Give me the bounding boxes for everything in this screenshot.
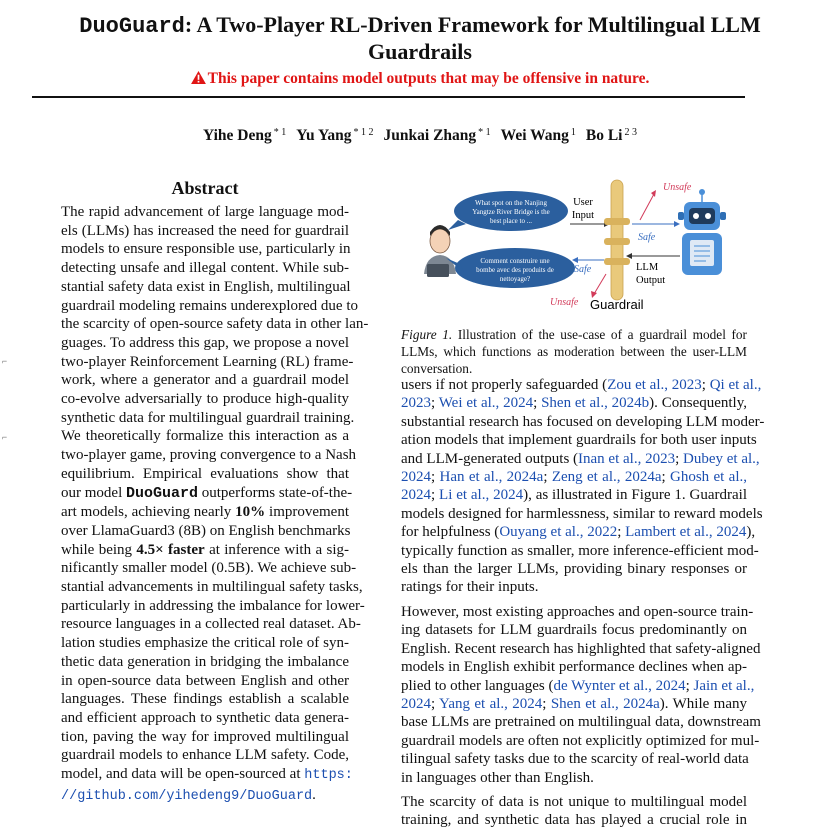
user-input-label: Input (571, 210, 595, 221)
repo-link[interactable]: https: (304, 768, 353, 784)
abstract-line (61, 541, 349, 560)
bubble2-line: Comment construire une (480, 257, 550, 265)
citation-link[interactable]: 2024 (401, 487, 431, 504)
body-text: ; (685, 677, 694, 694)
body-text: tilingual safety tasks due to the scarcity of real-world data (401, 751, 749, 768)
body-line (401, 603, 754, 621)
bubble2-line: nettoyage? (499, 275, 531, 283)
abstract-line: over LlamaGuard3 (8B) on English benchmarks (61, 522, 351, 539)
figure-caption (401, 326, 747, 377)
citation-link[interactable]: Li et al., 2024 (439, 487, 524, 504)
body-text: for helpfulness ( (401, 524, 500, 541)
citation-link[interactable]: de Wynter et al., 2024 (553, 677, 686, 694)
abstract-line: tion, paving the way for improved multilingual (61, 728, 349, 745)
citation-link[interactable]: 2024 (401, 469, 431, 486)
body-line (401, 578, 747, 596)
abstract-line: synthetic data for multilingual guardrail training. (61, 409, 355, 426)
body-text: The scarcity of data is not unique to multilingual model (401, 793, 747, 810)
abstract-line: resource languages in a collected real dataset. Ab- (61, 616, 361, 633)
body-text: ; (431, 395, 439, 412)
abstract-line: We theoretically formalize this interaction as a (61, 428, 349, 445)
body-text: plied to other languages ( (401, 677, 554, 694)
content-warning (40, 70, 800, 88)
abstract-line: lation studies emphasize the critical role of syn- (61, 635, 349, 652)
body-text: ; (701, 377, 710, 393)
abstract-line (61, 484, 353, 504)
body-line (401, 560, 747, 578)
body-text: ; (675, 450, 684, 467)
user-input-label: User (573, 197, 593, 208)
abstract-line: stantial safety data exist in English, multilingual (61, 278, 351, 295)
body-text: However, most existing approaches and open-source train- (401, 603, 754, 620)
abstract-line: nificantly smaller model (0.5B). We achieve sub- (61, 560, 357, 577)
abstract-text: improvement (265, 504, 350, 521)
margin-mark: ⌐ (2, 432, 8, 442)
body-text: ; (533, 395, 542, 412)
title-model-name: DuoGuard (79, 14, 185, 39)
body-line (401, 677, 755, 695)
abstract-line: thetic data generation in bridging the imbalance (61, 653, 349, 670)
bubble1-line: What spot on the Nanjing (475, 199, 547, 207)
body-line (401, 450, 760, 468)
body-paragraph (401, 603, 761, 787)
abstract-line: two-player game, proving convergence to a Nash (61, 447, 357, 464)
body-text: ation models that implement guardrails for both user inputs (401, 432, 757, 449)
abstract-line (61, 765, 353, 786)
improvement-value: 10% (235, 504, 266, 521)
author-name: Bo Li (585, 127, 623, 144)
guardrail-pole-icon (604, 180, 630, 300)
author-list (40, 127, 800, 145)
model-name-inline: DuoGuard (126, 484, 199, 502)
body-line (401, 468, 747, 486)
abstract-line: co-evolve adversarially to produce high-quality (61, 391, 349, 408)
title-rule (32, 96, 745, 98)
body-line (401, 769, 747, 787)
abstract-line: the scarcity of open-source safety data in other lan- (61, 316, 369, 333)
body-line (401, 486, 747, 504)
body-text: base LLMs are pretrained on multilingual data, downstream (401, 714, 761, 731)
citation-link[interactable]: Shen et al., 2024a (550, 695, 660, 712)
body-line (401, 505, 763, 523)
title-rest-line1: : A Two-Player RL-Driven Framework for Multilingual LLM (184, 12, 761, 37)
paper-title (40, 12, 800, 64)
citation-link[interactable]: Lambert et al., 2024 (625, 524, 747, 541)
body-line (401, 523, 756, 541)
abstract-line: equilibrium. Empirical evaluations show that (61, 465, 349, 482)
llm-output-label: LLM (636, 262, 659, 273)
body-text: ). While many (659, 695, 748, 712)
abstract-line: els (LLMs) has increased the need for guardrail (61, 222, 349, 239)
title-line2: Guardrails (368, 39, 472, 64)
body-line (401, 431, 757, 449)
author-affiliation: * 1 (478, 127, 491, 138)
body-text: ; (431, 695, 439, 712)
abstract-line: languages. These findings establish a scalable (61, 691, 349, 708)
author-name: Yu Yang (296, 127, 352, 144)
author (384, 127, 491, 144)
abstract-line: stantial advancements in multilingual safety tasks, (61, 579, 363, 596)
body-text: ; (543, 469, 552, 486)
safe-label-right: Safe (638, 232, 656, 243)
user-prompt-bubble-french (446, 248, 575, 288)
body-text: ), as illustrated in Figure 1. Guardrail (523, 487, 748, 504)
abstract-line: detecting unsafe and illegal content. While sub- (61, 260, 349, 277)
abstract-text: art models, achieving nearly (61, 504, 236, 521)
caption-text: Illustration of the use-case of a guardrail model for LLMs, which functions as moderation between the user-LLM conversation. (401, 327, 747, 376)
body-line (401, 793, 747, 811)
body-line (401, 695, 747, 713)
abstract-line (61, 786, 349, 807)
body-text: English. Recent research has highlighted that safety-aligned (401, 640, 761, 657)
body-line (401, 732, 760, 750)
bubble1-line: Yangtze River Bridge is the (472, 208, 550, 216)
body-paragraph (401, 376, 765, 597)
abstract-text: while being (61, 541, 137, 558)
citation-link[interactable]: Zeng et al., 2024a (551, 469, 662, 486)
citation-link[interactable]: Jain et al., (693, 677, 755, 694)
abstract-line: in open-source data between English and other (61, 672, 349, 689)
citation-link[interactable]: Shen et al., 2024b (541, 395, 650, 412)
abstract-line (61, 503, 349, 522)
llm-robot-icon (678, 189, 726, 275)
author-affiliation: * 1 2 (353, 127, 374, 138)
body-line (401, 658, 747, 676)
author (501, 127, 576, 144)
abstract-heading: Abstract (171, 178, 239, 198)
speed-value: 4.5× faster (136, 541, 205, 558)
abstract-text: our model (61, 484, 126, 501)
body-line (401, 811, 747, 829)
body-line (401, 621, 747, 639)
bubble2-line: bombe avec des produits de (476, 266, 554, 274)
body-text: ), (746, 524, 756, 541)
margin-mark: ⌐ (2, 356, 8, 366)
user-prompt-bubble-english (448, 191, 568, 231)
caption-lead: Figure 1. (401, 327, 453, 342)
repo-link[interactable]: //github.com/yihedeng9/DuoGuard (61, 788, 313, 804)
body-text: substantial research has focused on developing LLM moder- (401, 413, 765, 430)
warning-icon (191, 71, 206, 84)
body-paragraph (401, 793, 747, 830)
author-name: Wei Wang (500, 127, 569, 144)
body-text: and LLM-generated outputs ( (401, 450, 579, 467)
citation-link[interactable]: Dubey et al., (683, 450, 760, 467)
body-text: training, and synthetic data has played a crucial role in (401, 812, 747, 829)
unsafe-label-top: Unsafe (663, 182, 692, 193)
body-text: typically function as smaller, more inference-efficient mod- (401, 542, 759, 559)
user-avatar-icon (424, 225, 456, 277)
body-line (401, 542, 759, 560)
body-text (401, 376, 765, 830)
body-text: ; (617, 524, 626, 541)
body-text: els than the larger LLMs, providing binary responses or (401, 561, 747, 578)
figure-guardrail-diagram (418, 178, 748, 318)
abstract-line: guages. To address this gap, we propose a novel (61, 334, 349, 351)
body-line (401, 376, 762, 394)
abstract-body (61, 203, 369, 807)
body-text: ; (431, 487, 440, 504)
abstract-line: models to ensure responsible use, particularly in (61, 241, 351, 258)
abstract-text: outperforms state-of-the- (198, 484, 353, 501)
body-line (401, 750, 747, 768)
body-line (401, 413, 765, 431)
llm-output-label: Output (636, 275, 666, 286)
body-text: ; (431, 469, 440, 486)
body-text: users if not properly safeguarded ( (401, 377, 608, 393)
body-text: ratings for their inputs. (401, 579, 539, 596)
safe-label-left: Safe (574, 264, 592, 275)
body-text: ing datasets for LLM guardrails focus predominantly on (401, 622, 747, 639)
body-text: in languages other than English. (401, 769, 594, 786)
citation-link[interactable]: Wei et al., 2024 (438, 395, 534, 412)
body-text: ; (661, 469, 670, 486)
author-affiliation: * 1 (273, 127, 287, 138)
abstract-line: work, where a generator and a guardrail model (61, 372, 349, 389)
body-text: models in English exhibit performance declines when ap- (401, 659, 747, 676)
abstract-text: . (312, 786, 316, 803)
abstract-line: two-player Reinforcement Learning (RL) frame- (61, 353, 354, 370)
abstract-text: at inference with a sig- (204, 541, 349, 558)
abstract-line: guardrail models to enhance LLM safety. Code, (61, 747, 349, 764)
abstract-text: model, and data will be open-sourced at (61, 766, 305, 783)
author (586, 127, 637, 144)
citation-link[interactable]: Ghosh et al., (670, 469, 747, 486)
body-text: guardrail models are often not explicitly optimized for mul- (401, 732, 760, 749)
citation-link[interactable]: 2023 (401, 395, 431, 412)
body-text: ; (542, 695, 551, 712)
citation-link[interactable]: Inan et al., 2023 (578, 450, 676, 467)
body-text: ). Consequently, (649, 395, 747, 412)
citation-link[interactable]: Yang et al., 2024 (439, 695, 543, 712)
author-affiliation: 2 3 (624, 127, 637, 138)
author (296, 127, 373, 144)
citation-link[interactable]: Han et al., 2024a (439, 469, 544, 486)
guardrail-label: Guardrail (590, 297, 644, 312)
body-line (401, 713, 761, 731)
abstract-line: The rapid advancement of large language mod- (61, 204, 349, 220)
citation-link[interactable]: Qi et al., (709, 377, 762, 393)
body-line (401, 394, 747, 412)
citation-link[interactable]: 2024 (401, 695, 431, 712)
warning-text: This paper contains model outputs that may be offensive in nature. (207, 70, 650, 87)
author-name: Junkai Zhang (383, 127, 477, 144)
body-text: models designed for harmlessness, similar to reward models (401, 505, 763, 522)
author-affiliation: 1 (570, 127, 576, 138)
unsafe-label-bottom: Unsafe (550, 297, 579, 308)
abstract-line: guardrail modeling remains underexplored due to (61, 297, 358, 314)
body-line (401, 640, 761, 658)
author-name: Yihe Deng (203, 127, 272, 144)
abstract-line: particularly in addressing the imbalance for lower- (61, 597, 365, 614)
citation-link[interactable]: Ouyang et al., 2022 (499, 524, 618, 541)
abstract-line: and efficient approach to synthetic data genera- (61, 709, 349, 726)
author (203, 127, 286, 144)
citation-link[interactable]: Zou et al., 2023 (607, 377, 702, 393)
bubble1-line: best place to ... (490, 217, 532, 225)
